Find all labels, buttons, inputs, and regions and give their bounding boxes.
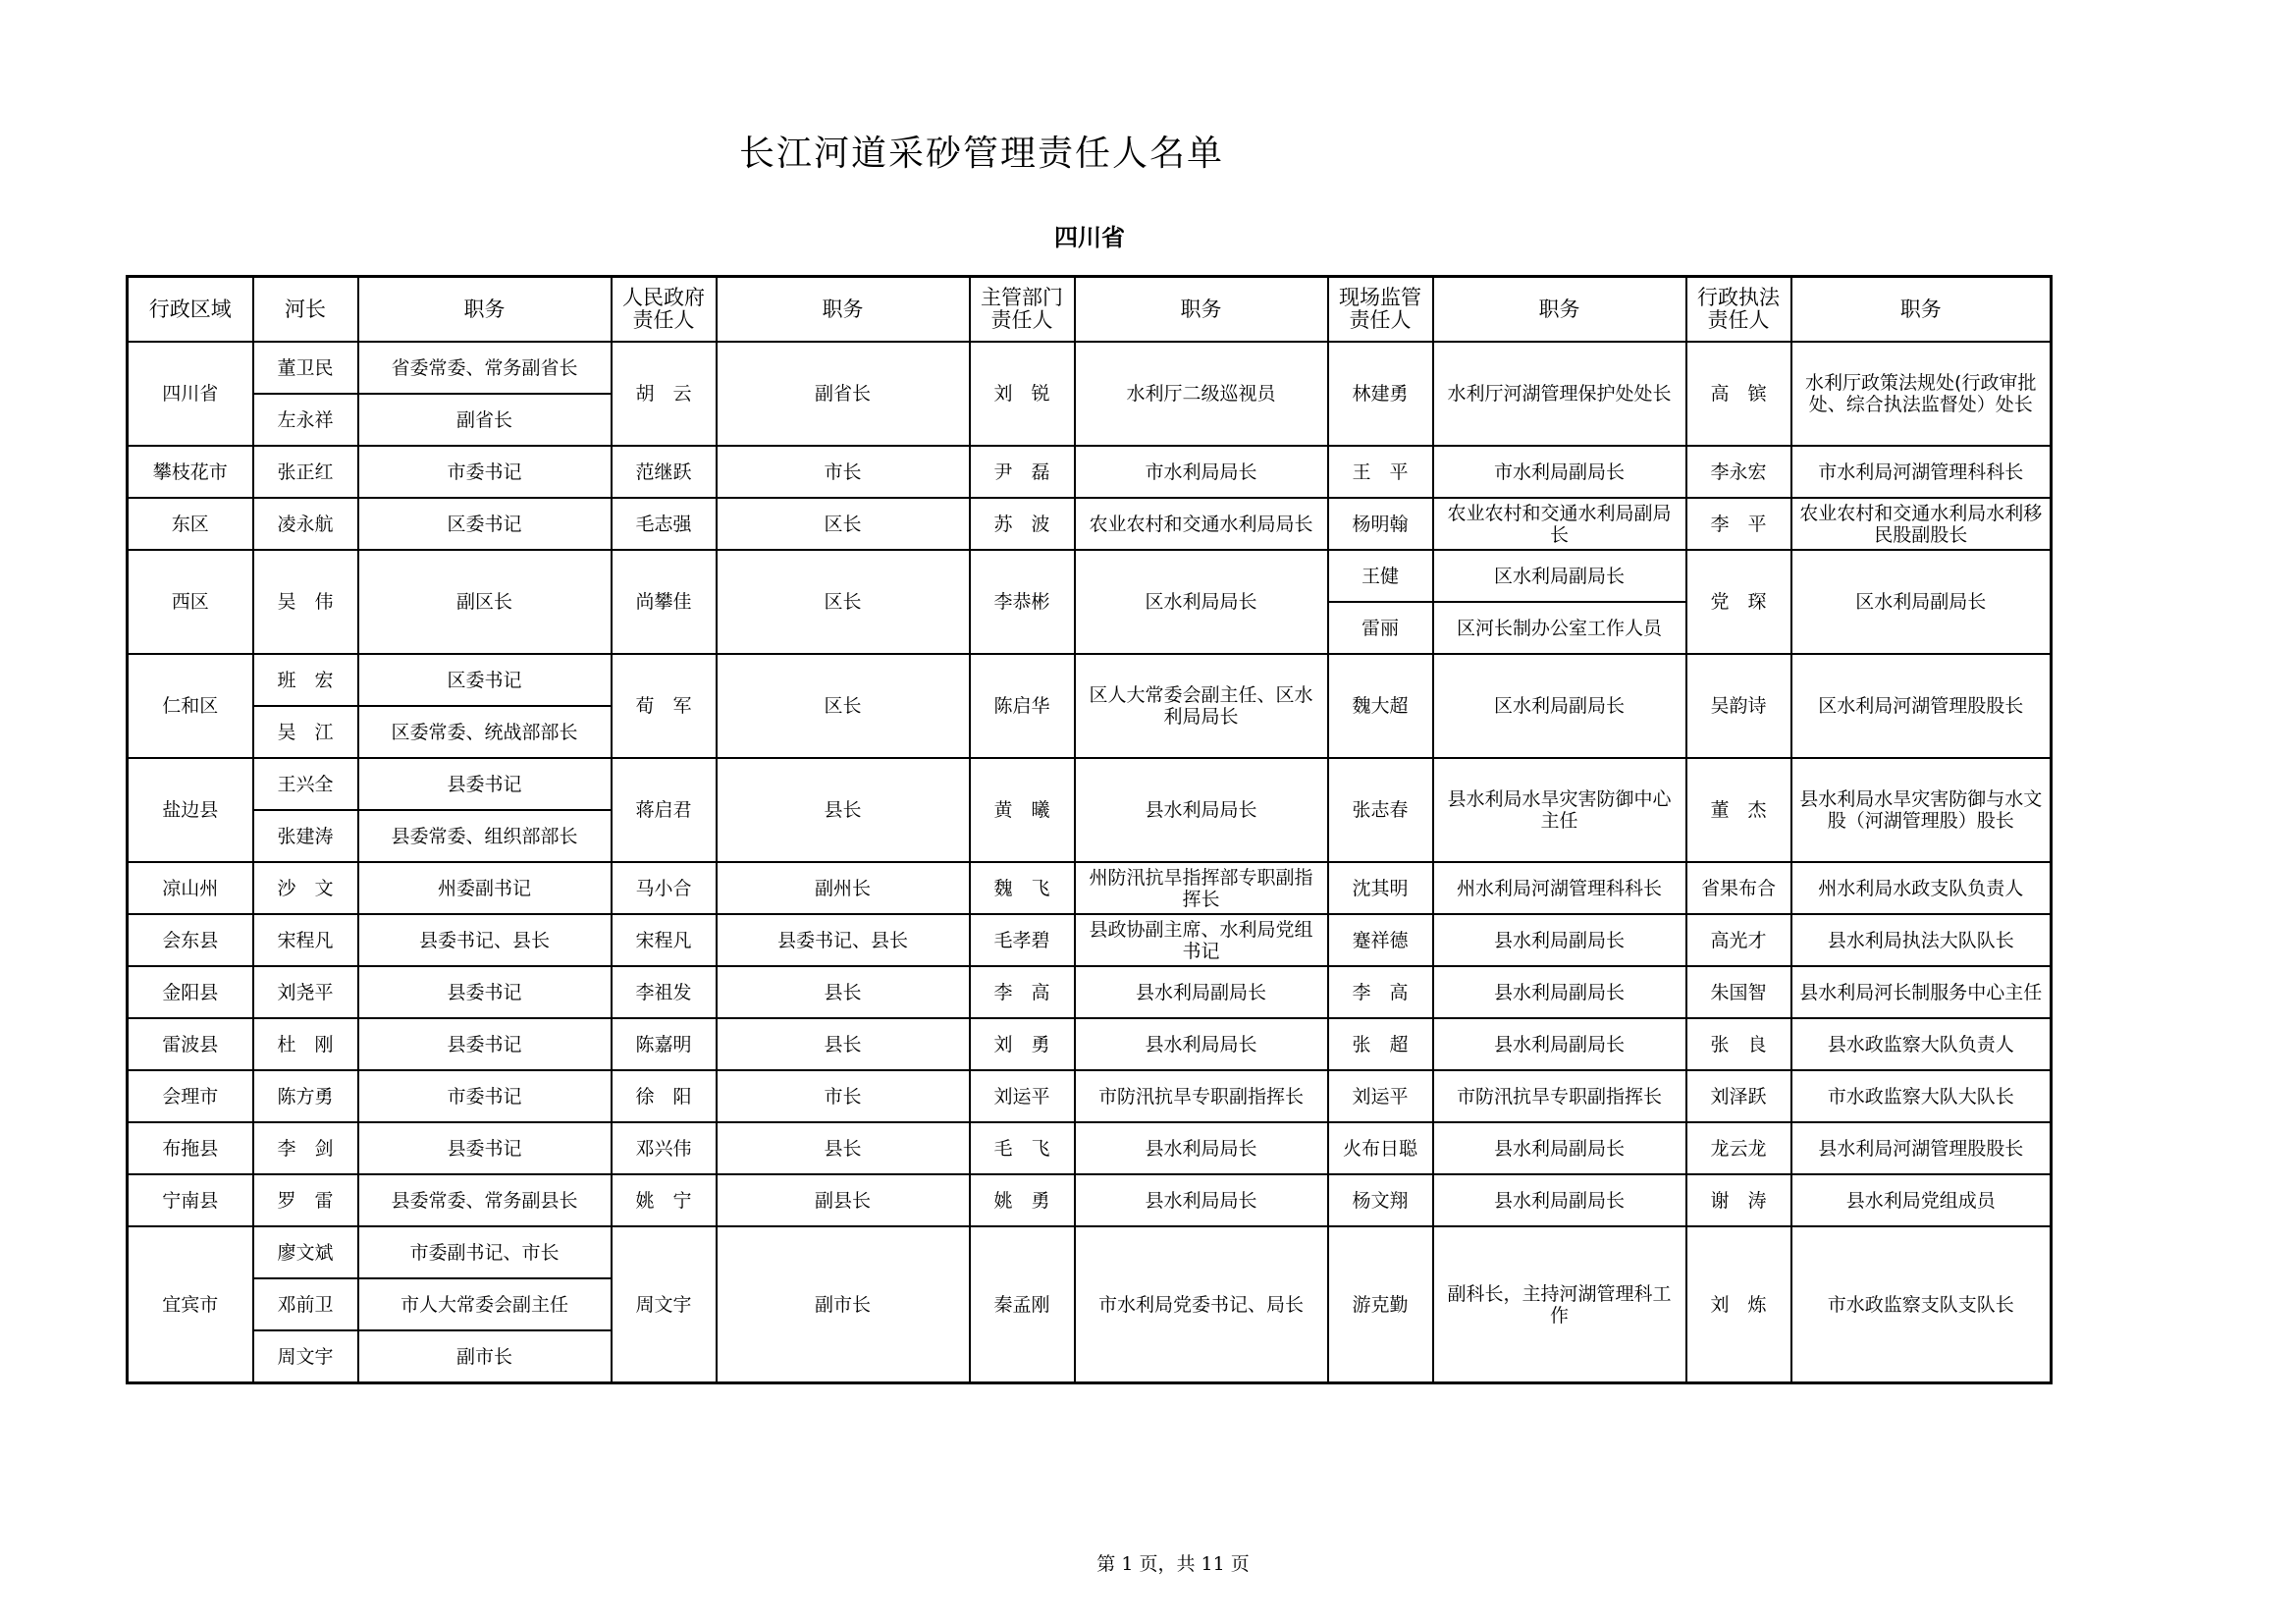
header-position: 职务 [717,277,970,343]
department-responsible-cell: 秦孟刚 [970,1226,1075,1383]
position-cell: 区水利局河湖管理股股长 [1791,654,2052,758]
position-cell: 县水利局局长 [1075,1174,1328,1226]
table-header-row [128,277,2052,343]
department-responsible-cell: 李恭彬 [970,550,1075,654]
law-enforcement-cell: 高光才 [1686,914,1791,966]
government-responsible-cell: 范继跃 [612,446,717,498]
position-cell: 县水政监察大队负责人 [1791,1018,2052,1070]
position-cell: 副省长 [358,394,612,446]
law-enforcement-cell: 朱国智 [1686,966,1791,1018]
province-heading: 四川省 [1054,224,1125,251]
position-cell: 县政协副主席、水利局党组书记 [1075,914,1328,966]
government-responsible-cell: 蒋启君 [612,758,717,862]
position-cell: 省委常委、常务副省长 [358,342,612,394]
position-cell: 县委书记 [358,966,612,1018]
department-responsible-cell: 刘运平 [970,1070,1075,1122]
river-chief-cell: 邓前卫 [253,1278,358,1330]
position-cell: 县水利局副局长 [1433,1018,1686,1070]
government-responsible-cell: 姚 宁 [612,1174,717,1226]
law-enforcement-cell: 张 良 [1686,1018,1791,1070]
law-enforcement-cell: 高 镔 [1686,342,1791,446]
table-row [128,498,2052,550]
table-row [128,1226,2052,1278]
river-chief-cell: 张正红 [253,446,358,498]
position-cell: 市委副书记、市长 [358,1226,612,1278]
position-cell: 县水利局副局长 [1433,914,1686,966]
position-cell: 县委书记、县长 [358,914,612,966]
department-responsible-cell: 姚 勇 [970,1174,1075,1226]
law-enforcement-cell: 吴韵诗 [1686,654,1791,758]
position-cell: 县水利局局长 [1075,758,1328,862]
position-cell: 县水利局河湖管理股股长 [1791,1122,2052,1174]
position-cell: 县水利局局长 [1075,1018,1328,1070]
site-supervisor-cell: 火布日聪 [1328,1122,1433,1174]
position-cell: 副区长 [358,550,612,654]
position-cell: 县委常委、组织部部长 [358,810,612,862]
government-responsible-cell: 邓兴伟 [612,1122,717,1174]
position-cell: 水利厅河湖管理保护处处长 [1433,342,1686,446]
position-cell: 市长 [717,1070,970,1122]
position-cell: 区委书记 [358,654,612,706]
government-responsible-cell: 宋程凡 [612,914,717,966]
position-cell: 区长 [717,654,970,758]
position-cell: 副县长 [717,1174,970,1226]
site-supervisor-cell: 魏大超 [1328,654,1433,758]
site-supervisor-cell: 王 平 [1328,446,1433,498]
river-chief-cell: 吴 伟 [253,550,358,654]
law-enforcement-cell: 党 琛 [1686,550,1791,654]
region-cell: 宁南县 [128,1174,253,1226]
position-cell: 农业农村和交通水利局副局长 [1433,498,1686,550]
position-cell: 副市长 [717,1226,970,1383]
header-region: 行政区域 [128,277,253,343]
header-river-chief: 河长 [253,277,358,343]
position-cell: 副省长 [717,342,970,446]
government-responsible-cell: 尚攀佳 [612,550,717,654]
site-supervisor-cell: 蹇祥德 [1328,914,1433,966]
position-cell: 县委常委、常务副县长 [358,1174,612,1226]
site-supervisor-cell: 刘运平 [1328,1070,1433,1122]
position-cell: 农业农村和交通水利局局长 [1075,498,1328,550]
position-cell: 市防汛抗旱专职副指挥长 [1433,1070,1686,1122]
position-cell: 副市长 [358,1330,612,1383]
river-chief-cell: 陈方勇 [253,1070,358,1122]
position-cell: 区委书记 [358,498,612,550]
river-chief-cell: 刘尧平 [253,966,358,1018]
table-row [128,862,2052,914]
position-cell: 县水利局党组成员 [1791,1174,2052,1226]
law-enforcement-cell: 李永宏 [1686,446,1791,498]
position-cell: 市水利局党委书记、局长 [1075,1226,1328,1383]
region-cell: 金阳县 [128,966,253,1018]
position-cell: 市水利局局长 [1075,446,1328,498]
department-responsible-cell: 毛孝碧 [970,914,1075,966]
river-chief-cell: 周文宇 [253,1330,358,1383]
government-responsible-cell: 毛志强 [612,498,717,550]
position-cell: 县水利局副局长 [1075,966,1328,1018]
site-supervisor-cell: 杨明翰 [1328,498,1433,550]
government-responsible-cell: 马小合 [612,862,717,914]
position-cell: 市水政监察支队支队长 [1791,1226,2052,1383]
position-cell: 市委书记 [358,446,612,498]
law-enforcement-cell: 刘 炼 [1686,1226,1791,1383]
position-cell: 州水利局水政支队负责人 [1791,862,2052,914]
region-cell: 凉山州 [128,862,253,914]
position-cell: 区水利局副局长 [1433,654,1686,758]
position-cell: 水利厅二级巡视员 [1075,342,1328,446]
document-title: 长江河道采砂管理责任人名单 [738,134,1224,174]
region-cell: 宜宾市 [128,1226,253,1383]
position-cell: 县水利局水旱灾害防御中心主任 [1433,758,1686,862]
position-cell: 县委书记、县长 [717,914,970,966]
position-cell: 州水利局河湖管理科科长 [1433,862,1686,914]
header-law-enforcement: 行政执法责任人 [1686,277,1791,343]
department-responsible-cell: 尹 磊 [970,446,1075,498]
site-supervisor-cell: 王健 [1328,550,1433,602]
header-position: 职务 [1075,277,1328,343]
table-row [128,342,2052,394]
position-cell: 市委书记 [358,1070,612,1122]
region-cell: 雷波县 [128,1018,253,1070]
position-cell: 县长 [717,758,970,862]
position-cell: 州委副书记 [358,862,612,914]
table-row [128,1122,2052,1174]
river-chief-cell: 左永祥 [253,394,358,446]
river-chief-cell: 杜 刚 [253,1018,358,1070]
department-responsible-cell: 苏 波 [970,498,1075,550]
region-cell: 仁和区 [128,654,253,758]
position-cell: 县长 [717,1018,970,1070]
position-cell: 县水利局执法大队队长 [1791,914,2052,966]
position-cell: 市水利局副局长 [1433,446,1686,498]
department-responsible-cell: 李 高 [970,966,1075,1018]
law-enforcement-cell: 龙云龙 [1686,1122,1791,1174]
region-cell: 西区 [128,550,253,654]
position-cell: 县水利局水旱灾害防御与水文股（河湖管理股）股长 [1791,758,2052,862]
government-responsible-cell: 周文宇 [612,1226,717,1383]
river-chief-cell: 班 宏 [253,654,358,706]
table-row [128,550,2052,602]
header-position: 职务 [358,277,612,343]
river-chief-cell: 李 剑 [253,1122,358,1174]
position-cell: 副州长 [717,862,970,914]
position-cell: 区水利局局长 [1075,550,1328,654]
site-supervisor-cell: 张 超 [1328,1018,1433,1070]
position-cell: 州防汛抗旱指挥部专职副指挥长 [1075,862,1328,914]
region-cell: 四川省 [128,342,253,446]
law-enforcement-cell: 省果布合 [1686,862,1791,914]
department-responsible-cell: 魏 飞 [970,862,1075,914]
site-supervisor-cell: 林建勇 [1328,342,1433,446]
government-responsible-cell: 徐 阳 [612,1070,717,1122]
table-row [128,966,2052,1018]
table-row [128,914,2052,966]
position-cell: 县水利局河长制服务中心主任 [1791,966,2052,1018]
river-chief-cell: 廖文斌 [253,1226,358,1278]
government-responsible-cell: 李祖发 [612,966,717,1018]
table-row [128,446,2052,498]
region-cell: 会理市 [128,1070,253,1122]
government-responsible-cell: 胡 云 [612,342,717,446]
river-chief-cell: 罗 雷 [253,1174,358,1226]
position-cell: 农业农村和交通水利局水利移民股副股长 [1791,498,2052,550]
position-cell: 市防汛抗旱专职副指挥长 [1075,1070,1328,1122]
page-footer: 第 1 页，共 11 页 [1096,1553,1250,1575]
position-cell: 县长 [717,1122,970,1174]
table-row [128,1018,2052,1070]
position-cell: 区河长制办公室工作人员 [1433,602,1686,654]
position-cell: 区水利局副局长 [1791,550,2052,654]
position-cell: 市人大常委会副主任 [358,1278,612,1330]
position-cell: 市长 [717,446,970,498]
law-enforcement-cell: 谢 涛 [1686,1174,1791,1226]
position-cell: 县委书记 [358,758,612,810]
river-chief-cell: 宋程凡 [253,914,358,966]
position-cell: 县水利局局长 [1075,1122,1328,1174]
header-position: 职务 [1433,277,1686,343]
river-chief-cell: 王兴全 [253,758,358,810]
position-cell: 区长 [717,498,970,550]
header-government-responsible: 人民政府责任人 [612,277,717,343]
position-cell: 市水政监察大队大队长 [1791,1070,2052,1122]
river-chief-cell: 凌永航 [253,498,358,550]
position-cell: 区委常委、统战部部长 [358,706,612,758]
department-responsible-cell: 陈启华 [970,654,1075,758]
position-cell: 县长 [717,966,970,1018]
department-responsible-cell: 刘 锐 [970,342,1075,446]
region-cell: 盐边县 [128,758,253,862]
region-cell: 攀枝花市 [128,446,253,498]
region-cell: 会东县 [128,914,253,966]
site-supervisor-cell: 游克勤 [1328,1226,1433,1383]
table-row [128,1174,2052,1226]
table-row [128,1070,2052,1122]
position-cell: 水利厅政策法规处(行政审批处、综合执法监督处）处长 [1791,342,2052,446]
header-site-supervisor: 现场监管责任人 [1328,277,1433,343]
site-supervisor-cell: 雷丽 [1328,602,1433,654]
region-cell: 布拖县 [128,1122,253,1174]
site-supervisor-cell: 杨文翔 [1328,1174,1433,1226]
position-cell: 区长 [717,550,970,654]
river-chief-cell: 吴 江 [253,706,358,758]
department-responsible-cell: 黄 曦 [970,758,1075,862]
river-chief-cell: 张建涛 [253,810,358,862]
government-responsible-cell: 荀 军 [612,654,717,758]
position-cell: 县委书记 [358,1018,612,1070]
position-cell: 区水利局副局长 [1433,550,1686,602]
site-supervisor-cell: 沈其明 [1328,862,1433,914]
position-cell: 市水利局河湖管理科科长 [1791,446,2052,498]
department-responsible-cell: 毛 飞 [970,1122,1075,1174]
position-cell: 县水利局副局长 [1433,966,1686,1018]
header-position: 职务 [1791,277,2052,343]
river-chief-cell: 董卫民 [253,342,358,394]
region-cell: 东区 [128,498,253,550]
position-cell: 县水利局副局长 [1433,1174,1686,1226]
government-responsible-cell: 陈嘉明 [612,1018,717,1070]
law-enforcement-cell: 李 平 [1686,498,1791,550]
position-cell: 副科长，主持河湖管理科工作 [1433,1226,1686,1383]
department-responsible-cell: 刘 勇 [970,1018,1075,1070]
law-enforcement-cell: 刘泽跃 [1686,1070,1791,1122]
header-department-responsible: 主管部门责任人 [970,277,1075,343]
law-enforcement-cell: 董 杰 [1686,758,1791,862]
table-row [128,654,2052,706]
position-cell: 县委书记 [358,1122,612,1174]
site-supervisor-cell: 李 高 [1328,966,1433,1018]
table-row [128,758,2052,810]
river-chief-cell: 沙 文 [253,862,358,914]
position-cell: 县水利局副局长 [1433,1122,1686,1174]
site-supervisor-cell: 张志春 [1328,758,1433,862]
responsibility-roster-table [126,275,2053,1384]
position-cell: 区人大常委会副主任、区水利局局长 [1075,654,1328,758]
